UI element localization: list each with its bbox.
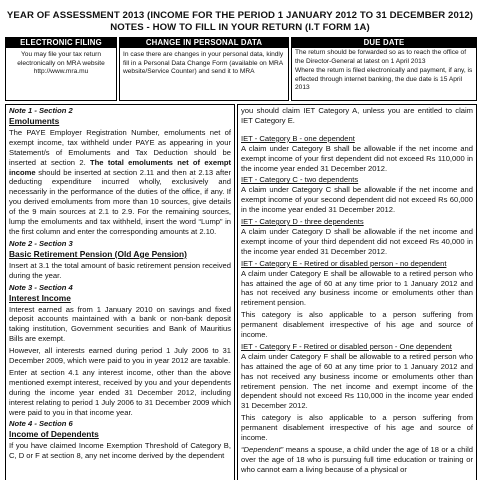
title-line-1: YEAR OF ASSESSMENT 2013 (INCOME FOR THE PERIOD 1 JANUARY 2012 TO 31 DECEMBER 2012) bbox=[6, 10, 474, 21]
iet-category-f-paragraph-1: A claim under Category F shall be allowable to a retired person who has attained the age of 60 at any time prior to 1 January 2012 and has not received any business income or emoluments other than retirement pension. The net income and exempt income of the dependent should not exceed Rs 110,000 in the income year ended 31 December 2012. bbox=[241, 351, 473, 411]
iet-category-e-heading: IET - Category E - Retired or disabled person - no dependent bbox=[241, 258, 447, 268]
dependents-income-heading: Income of Dependents bbox=[9, 429, 99, 440]
change-personal-data-heading: CHANGE IN PERSONAL DATA bbox=[120, 38, 288, 48]
due-date-heading: DUE DATE bbox=[292, 38, 476, 48]
electronic-filing-box bbox=[5, 37, 117, 101]
iet-category-d-paragraph: A claim under Category D shall be allowable if the net income and exempt income of your third dependent did not exceed Rs 40,000 in the income year ended 31 December 2012. bbox=[241, 226, 473, 256]
interest-paragraph-1: Interest earned as from 1 January 2010 on savings and fixed deposit accounts maintained with a bank or non-bank deposit taking institution, Government securities and Bank of Mauritius Bills are exempt. bbox=[9, 304, 231, 344]
title-line-2: NOTES - HOW TO FILL IN YOUR RETURN (I.T FORM 1A) bbox=[110, 22, 370, 33]
iet-category-b-heading: IET - Category B - one dependent bbox=[241, 133, 355, 143]
note-2-label: Note 2 - Section 3 bbox=[9, 238, 73, 248]
dependent-definition-text: means a spouse, a child under the age of 18 or a child over the age of 18 who is pursuing full time education or training or who cannot earn a living because of a physical or bbox=[241, 445, 473, 474]
right-notes-column bbox=[237, 104, 477, 480]
change-personal-data-body: In case there are changes in your personal data, kindly fill in a Personal Data Change Form (available on MRA website/Service Counter) and send it to MRA bbox=[123, 51, 284, 76]
emoluments-heading: Emoluments bbox=[9, 115, 60, 126]
emoluments-text-2: should be inserted at section 2.11 and then at 2.13 after deducting expenditure incurred wholly, exclusively and necessarily in the performance of the duties of the office, if any. If you derived emoluments from more than 10 sources, give details of the 9 main sources at 2.1 to 2.9. For the remaining sources, lump the emoluments and tax withheld, insert the word “Lump” in the first column and enter the corresponding amounts at 2.10. bbox=[9, 167, 231, 236]
electronic-filing-line-1: You may file your tax return bbox=[20, 51, 102, 58]
left-notes-column bbox=[5, 104, 235, 480]
iet-category-e-paragraph-1: A claim under Category E shall be allowable to a retired person who has attained the age of 60 at any time prior to 1 January 2012 and has not received any business income or emoluments other than retirement pension. bbox=[241, 268, 473, 308]
due-date-paragraph-1: The return should be forwarded so as to reach the office of the Director-General at latest on 1 April 2013 bbox=[295, 49, 467, 65]
iet-category-f-paragraph-2: This category is also applicable to a person suffering from permanent disablement irrespective of his age and source of income. bbox=[241, 413, 473, 443]
electronic-filing-heading: ELECTRONIC FILING bbox=[6, 38, 116, 48]
iet-category-e-paragraph-2: This category is also applicable to a person suffering from permanent disablement irrespective of his age and source of income. bbox=[241, 310, 473, 340]
electronic-filing-body bbox=[6, 48, 116, 77]
interest-paragraph-2: However, all interests earned during period 1 July 2006 to 31 December 2009, which were paid to you in year 2012 are taxable. bbox=[9, 346, 231, 366]
due-date-box bbox=[291, 37, 477, 101]
iet-category-c-paragraph: A claim under Category C shall be allowable if the net income and exempt income of your second dependent did not exceed Rs 60,000 in the income year ended 31 December 2012. bbox=[241, 185, 473, 215]
dependent-term: “Dependent” bbox=[241, 445, 284, 454]
emoluments-text-1: The PAYE Employer Registration Number, emoluments net of exempt income, tax withheld under PAYE as appearing in your Statement/s of Emoluments and Tax Deduction should be inserted at section 2. bbox=[9, 127, 231, 167]
change-personal-data-box bbox=[119, 37, 289, 101]
note-1-label: Note 1 - Section 2 bbox=[9, 106, 73, 115]
iet-intro-paragraph: you should claim IET Category A, unless you are entitled to claim IET Category E. bbox=[241, 106, 473, 125]
iet-category-b-paragraph: A claim under Category B shall be allowable if the net income and exempt income of your first dependent did not exceed Rs 110,000 in the income year ended 31 December 2012. bbox=[241, 143, 473, 173]
emoluments-paragraph bbox=[9, 128, 231, 237]
iet-category-f-heading: IET - Category F - Retired or disabled person - One dependent bbox=[241, 341, 452, 351]
due-date-paragraph-2: Where the return is filed electronically and payment, if any, is effected through internet banking, the due date is 15 April 2013 bbox=[295, 67, 473, 92]
dependent-definition-paragraph bbox=[241, 445, 473, 475]
emoluments-text-bold: The total emoluments net of exempt income bbox=[9, 157, 231, 177]
info-boxes bbox=[5, 37, 475, 99]
interest-paragraph-3: Enter at section 4.1 any interest income, other than the above mentioned exempt interest, received by you and your dependents during the income year ended 31 December 2012, including interest relating to period 1 July 2006 to 31 December 2009 which were paid to you in that income year. bbox=[9, 367, 231, 417]
interest-heading: Interest Income bbox=[9, 292, 71, 303]
note-4-label: Note 4 - Section 6 bbox=[9, 419, 73, 429]
iet-category-d-heading: IET - Category D - three dependents bbox=[241, 217, 364, 227]
dependents-income-paragraph: If you have claimed Income Exemption Threshold of Category B, C, D or F at section 8, any net income derived by the dependent bbox=[9, 441, 231, 461]
mra-website-link[interactable]: http://www.mra.mu bbox=[33, 68, 89, 76]
note-3-label: Note 3 - Section 4 bbox=[9, 282, 73, 292]
iet-category-c-heading: IET - Category C - two dependents bbox=[241, 175, 359, 185]
pension-heading: Basic Retirement Pension (Old Age Pension) bbox=[9, 248, 187, 259]
due-date-body bbox=[292, 48, 476, 93]
pension-paragraph: Insert at 3.1 the total amount of basic retirement pension received during the year. bbox=[9, 260, 231, 280]
document-title bbox=[0, 10, 480, 34]
electronic-filing-line-2: electronically on MRA website bbox=[17, 59, 105, 67]
